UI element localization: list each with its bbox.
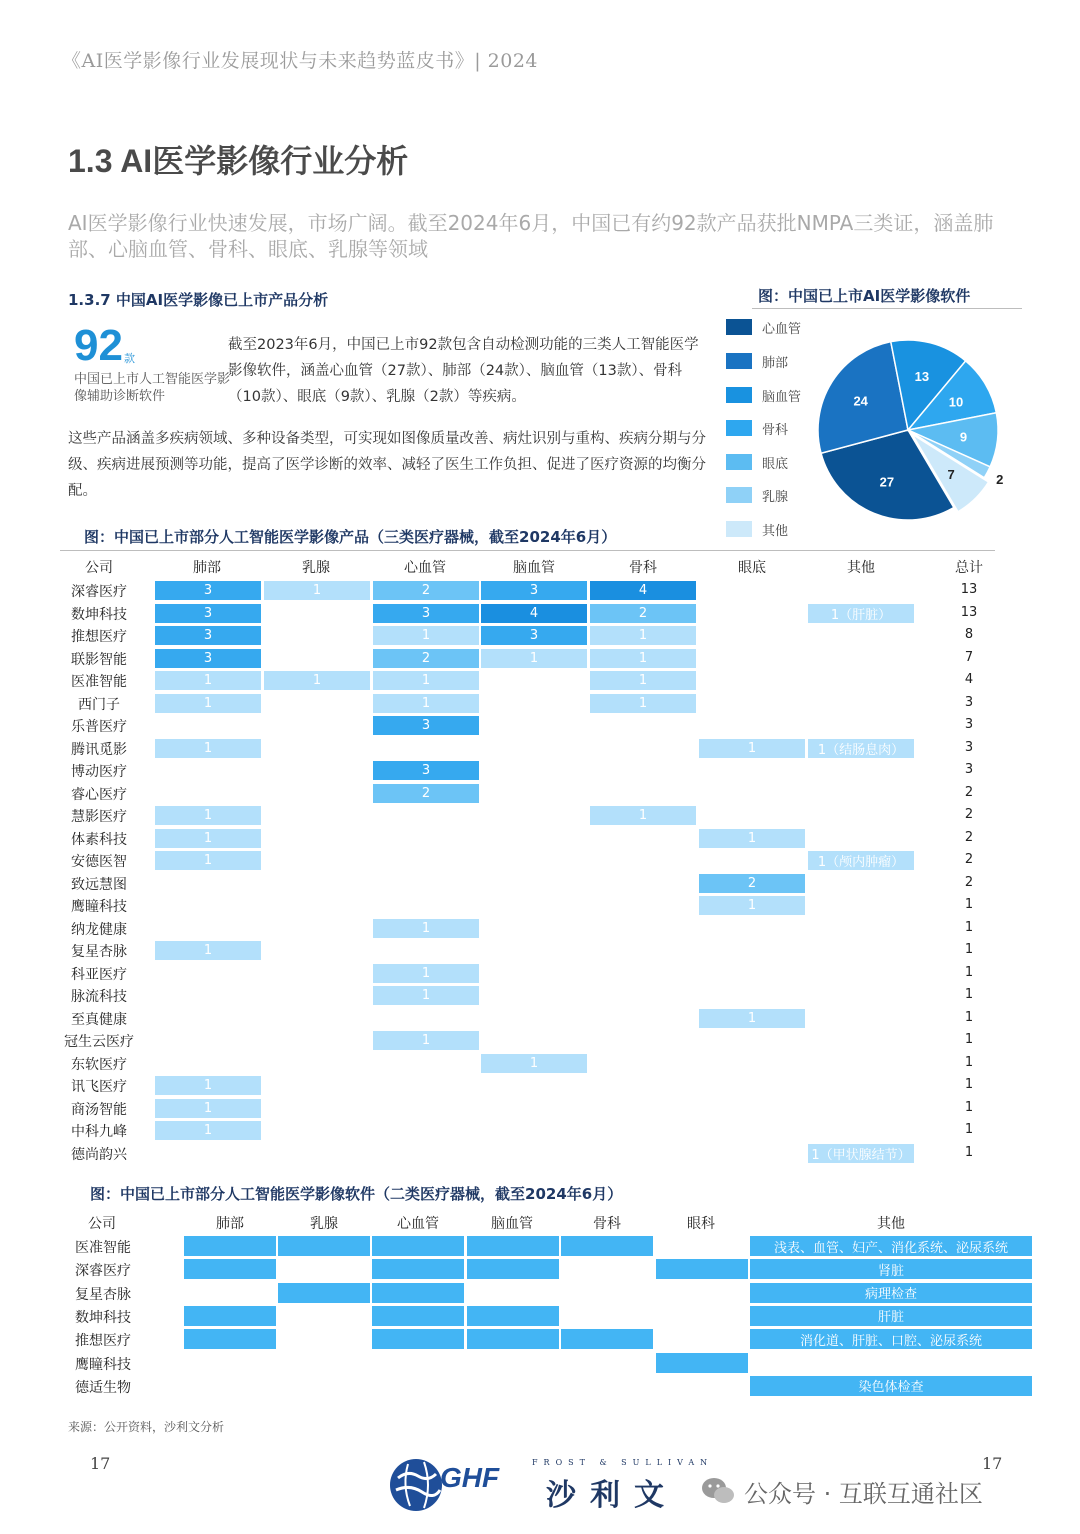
table1-company: 复星杏脉 bbox=[71, 944, 127, 960]
table1-company: 科亚医疗 bbox=[71, 966, 127, 983]
table1-total: 2 bbox=[964, 852, 974, 867]
analysis-paragraph-2: 这些产品涵盖多疾病领域、多种设备类型，可实现如图像质量改善、病灶识别与重构、疾病分期与分级、疾病进展预测等功能，提高了医学诊断的效率、减轻了医生工作负担、促进了医疗资源的均衡分配。 bbox=[68, 431, 706, 499]
table2-cell bbox=[561, 1329, 653, 1349]
table2-company: 医准智能 bbox=[75, 1240, 131, 1256]
table1-cell: 1 bbox=[155, 851, 261, 870]
table1-column-header: 肺部 bbox=[193, 560, 221, 576]
table1-cell: 1（甲状腺结节） bbox=[808, 1144, 914, 1163]
table1-total: 1 bbox=[964, 1032, 974, 1047]
table1-company: 鹰瞳科技 bbox=[71, 899, 127, 915]
table1-cell: 1（结肠息肉） bbox=[808, 739, 914, 758]
table1-company: 深睿医疗 bbox=[71, 584, 127, 600]
table1-company: 中科九峰 bbox=[71, 1124, 127, 1140]
table1-cell: 1 bbox=[590, 626, 696, 645]
table1-total: 3 bbox=[964, 762, 974, 777]
pie-slice-label: 10 bbox=[948, 394, 964, 410]
table1-cell: 3 bbox=[155, 626, 261, 645]
table1-company: 东软医疗 bbox=[71, 1056, 127, 1073]
table1-company: 睿心医疗 bbox=[71, 786, 127, 803]
page-number-left: 17 bbox=[90, 1454, 111, 1473]
wechat-icon bbox=[700, 1476, 736, 1506]
globe-logo-icon bbox=[388, 1456, 448, 1514]
table1-cell: 3 bbox=[155, 649, 261, 668]
table2-cell bbox=[372, 1329, 464, 1349]
table1-company: 腾讯觅影 bbox=[71, 741, 127, 758]
table2-company: 推想医疗 bbox=[75, 1333, 131, 1350]
table1-cell: 1（肝脏） bbox=[808, 604, 914, 623]
table2-column-header: 眼科 bbox=[687, 1216, 715, 1232]
table1-company: 致远慧图 bbox=[71, 876, 127, 893]
table1-total: 7 bbox=[964, 649, 974, 665]
table1-cell: 1 bbox=[373, 626, 479, 645]
table2-cell bbox=[467, 1236, 559, 1256]
table1-company: 商汤智能 bbox=[71, 1101, 127, 1118]
table1-cell: 3 bbox=[155, 581, 261, 600]
table1-column-header: 乳腺 bbox=[302, 560, 330, 576]
table1-total: 8 bbox=[964, 627, 974, 642]
pie-slice-label: 13 bbox=[914, 368, 930, 384]
legend-item bbox=[726, 419, 788, 437]
table1-cell: 1 bbox=[699, 896, 805, 915]
pie-title-rule bbox=[752, 308, 1022, 309]
table1-cell: 3 bbox=[481, 581, 587, 600]
ghf-logo-text: GHF bbox=[440, 1462, 500, 1493]
table2-cell bbox=[656, 1353, 748, 1373]
table1-column-header: 眼底 bbox=[738, 560, 766, 576]
table1-total: 3 bbox=[964, 739, 974, 755]
table1-cell: 1 bbox=[155, 694, 261, 713]
table1-total: 1 bbox=[964, 964, 974, 980]
table1-total: 1 bbox=[964, 1054, 974, 1070]
table2-other-cell: 肝脏 bbox=[750, 1306, 1032, 1326]
legend-item bbox=[726, 520, 788, 538]
table1-title-rule bbox=[60, 550, 995, 551]
table1-cell: 1 bbox=[699, 739, 805, 758]
table1-column-header: 骨科 bbox=[629, 560, 657, 576]
table1-company: 体素科技 bbox=[71, 831, 127, 848]
table1-company: 德尚韵兴 bbox=[71, 1146, 127, 1163]
table2-other-cell: 消化道、肝脏、口腔、泌尿系统 bbox=[750, 1329, 1032, 1349]
table1-cell: 1 bbox=[481, 649, 587, 668]
table2-column-header: 公司 bbox=[88, 1216, 116, 1232]
table1-cell: 1 bbox=[373, 964, 479, 983]
legend-item bbox=[726, 453, 788, 471]
table1-column-header: 总计 bbox=[955, 560, 983, 576]
table2-other-cell: 染色体检查 bbox=[750, 1376, 1032, 1396]
watermark-text: 公众号 · 互联互通社区 bbox=[744, 1480, 983, 1508]
pie-chart bbox=[812, 330, 1022, 530]
table1-cell: 3 bbox=[373, 604, 479, 623]
table2-cell bbox=[467, 1259, 559, 1279]
legend-item bbox=[726, 352, 788, 370]
table1-company: 至真健康 bbox=[71, 1011, 127, 1028]
table2-company: 复星杏脉 bbox=[75, 1286, 131, 1303]
table1-column-header: 公司 bbox=[85, 560, 113, 576]
table2-column-header: 骨科 bbox=[593, 1216, 621, 1232]
table2-title: 图：中国已上市部分人工智能医学影像软件（二类医疗器械，截至2024年6月） bbox=[90, 1185, 623, 1203]
table1-total: 13 bbox=[960, 582, 978, 597]
table2-cell bbox=[372, 1236, 464, 1256]
table2-cell bbox=[656, 1259, 748, 1279]
pie-slice-label: 24 bbox=[853, 393, 868, 409]
table2-column-header: 脑血管 bbox=[491, 1216, 533, 1232]
table1-company: 博动医疗 bbox=[71, 764, 127, 780]
section-title: 1.3 AI医学影像行业分析 bbox=[68, 143, 409, 179]
legend-label: 乳腺 bbox=[762, 489, 789, 505]
legend-label: 其他 bbox=[762, 523, 789, 539]
table1-cell: 1 bbox=[373, 671, 479, 690]
table1-total: 1 bbox=[964, 1009, 974, 1025]
table1-cell: 3 bbox=[155, 604, 261, 623]
legend-label: 心血管 bbox=[762, 321, 802, 337]
table1-cell: 2 bbox=[373, 581, 479, 600]
legend-item bbox=[726, 318, 801, 336]
analysis-paragraph-1: 截至2023年6月，中国已上市92款包含自动检测功能的三类人工智能医学影像软件，涵盖心血管（27款）、肺部（24款）、脑血管（13款）、骨科（10款）、眼底（9款）、乳腺（2款）等疾病。 bbox=[228, 337, 699, 405]
table1-cell: 2 bbox=[590, 604, 696, 623]
table1-company: 数坤科技 bbox=[71, 606, 127, 623]
table1-cell: 1 bbox=[373, 986, 479, 1005]
table2-cell bbox=[184, 1329, 276, 1349]
big-number-caption: 中国已上市人工智能医学影像辅助诊断软件 bbox=[74, 372, 231, 404]
table1-cell: 2 bbox=[699, 874, 805, 893]
table1-total: 3 bbox=[964, 694, 974, 710]
table2-cell bbox=[372, 1283, 464, 1303]
table1-company: 脉流科技 bbox=[71, 989, 127, 1005]
table1-cell: 1 bbox=[155, 829, 261, 848]
table1-total: 2 bbox=[964, 784, 974, 800]
table1-company: 冠生云医疗 bbox=[64, 1034, 134, 1050]
table1-company: 推想医疗 bbox=[71, 629, 127, 645]
table1-total: 1 bbox=[964, 1099, 974, 1115]
table1-cell: 1 bbox=[590, 806, 696, 825]
table1-company: 慧影医疗 bbox=[71, 809, 127, 825]
legend-item bbox=[726, 386, 801, 404]
table1-total: 1 bbox=[964, 919, 974, 935]
table1-total: 1 bbox=[964, 942, 974, 957]
table1-total: 1 bbox=[964, 987, 974, 1002]
table1-cell: 4 bbox=[481, 604, 587, 623]
table1-cell: 1 bbox=[155, 941, 261, 960]
section-subtitle: AI医学影像行业快速发展，市场广阔。截至2024年6月，中国已有约92款产品获批NMPA三类证，涵盖肺部、心脑血管、骨科、眼底、乳腺等领域 bbox=[68, 211, 994, 261]
table1-column-header: 心血管 bbox=[404, 560, 446, 576]
table1-cell: 1 bbox=[590, 694, 696, 713]
table1-column-header: 其他 bbox=[847, 560, 875, 576]
pie-slice-label: 27 bbox=[879, 474, 895, 490]
table1-total: 2 bbox=[964, 829, 974, 845]
table1-total: 3 bbox=[964, 717, 974, 732]
table1-cell: 1 bbox=[373, 694, 479, 713]
legend-swatch bbox=[726, 387, 752, 403]
table2-other-cell: 肾脏 bbox=[750, 1259, 1032, 1279]
table2-column-header: 心血管 bbox=[397, 1216, 439, 1232]
table1-cell: 1 bbox=[155, 739, 261, 758]
big-number-unit: 款 bbox=[124, 352, 135, 365]
table1-total: 4 bbox=[964, 672, 974, 687]
table1-cell: 1 bbox=[481, 1054, 587, 1073]
table1-cell: 3 bbox=[373, 716, 479, 735]
big-number: 92 bbox=[74, 321, 123, 370]
table1-company: 乐普医疗 bbox=[71, 719, 127, 735]
table2-cell bbox=[278, 1283, 370, 1303]
legend-label: 骨科 bbox=[762, 422, 789, 438]
legend-label: 眼底 bbox=[762, 456, 789, 472]
page-number-right: 17 bbox=[982, 1454, 1003, 1473]
table2-cell bbox=[184, 1259, 276, 1279]
running-header: 《AI医学影像行业发展现状与未来趋势蓝皮书》| 2024 bbox=[62, 50, 539, 72]
table2-company: 德适生物 bbox=[75, 1379, 131, 1396]
sullivan-logo-text: 沙利文 bbox=[546, 1478, 678, 1513]
legend-swatch bbox=[726, 454, 752, 470]
legend-swatch bbox=[726, 521, 752, 537]
table1-cell: 1 bbox=[155, 1076, 261, 1095]
analysis-heading: 1.3.7 中国AI医学影像已上市产品分析 bbox=[68, 291, 329, 309]
pie-slice-label: 2 bbox=[996, 471, 1004, 487]
table1-company: 联影智能 bbox=[71, 651, 127, 668]
table2-cell bbox=[278, 1236, 370, 1256]
table1-cell: 1 bbox=[373, 919, 479, 938]
table1-company: 医准智能 bbox=[71, 674, 127, 690]
table1-cell: 1 bbox=[155, 1099, 261, 1118]
table1-cell: 1 bbox=[155, 1121, 261, 1140]
table1-company: 安德医智 bbox=[71, 854, 127, 870]
table1-cell: 1 bbox=[264, 581, 370, 600]
table2-column-header: 其他 bbox=[877, 1216, 905, 1232]
table1-company: 西门子 bbox=[78, 696, 120, 713]
table1-cell: 1 bbox=[155, 671, 261, 690]
legend-swatch bbox=[726, 487, 752, 503]
table1-title: 图：中国已上市部分人工智能医学影像产品（三类医疗器械，截至2024年6月） bbox=[84, 528, 617, 546]
table1-total: 1 bbox=[964, 897, 974, 912]
table2-cell bbox=[372, 1306, 464, 1326]
table2-cell bbox=[467, 1306, 559, 1326]
table2-company: 数坤科技 bbox=[75, 1309, 131, 1326]
pie-slice-label: 7 bbox=[947, 467, 955, 483]
table2-other-cell: 浅表、血管、妇产、消化系统、泌尿系统 bbox=[750, 1236, 1032, 1256]
table1-cell: 1 bbox=[590, 671, 696, 690]
table1-cell: 3 bbox=[373, 761, 479, 780]
table1-company: 讯飞医疗 bbox=[71, 1079, 127, 1095]
table2-cell bbox=[372, 1259, 464, 1279]
table1-cell: 4 bbox=[590, 581, 696, 600]
table2-company: 鹰瞳科技 bbox=[75, 1356, 131, 1373]
table1-cell: 1 bbox=[264, 671, 370, 690]
table1-total: 2 bbox=[964, 807, 974, 822]
legend-swatch bbox=[726, 420, 752, 436]
table1-total: 1 bbox=[964, 1144, 974, 1160]
table1-cell: 2 bbox=[373, 649, 479, 668]
table1-column-header: 脑血管 bbox=[513, 560, 555, 576]
legend-label: 肺部 bbox=[762, 355, 789, 371]
table1-cell: 1 bbox=[699, 1009, 805, 1028]
table1-total: 13 bbox=[960, 604, 978, 620]
table1-cell: 1 bbox=[373, 1031, 479, 1050]
table1-total: 1 bbox=[964, 1077, 974, 1092]
table1-cell: 3 bbox=[481, 626, 587, 645]
table2-cell bbox=[184, 1236, 276, 1256]
table1-total: 1 bbox=[964, 1122, 974, 1137]
table1-cell: 1 bbox=[590, 649, 696, 668]
legend-swatch bbox=[726, 353, 752, 369]
frost-sullivan-text: FROST & SULLIVAN bbox=[532, 1458, 714, 1467]
table1-cell: 2 bbox=[373, 784, 479, 803]
table1-total: 2 bbox=[964, 874, 974, 890]
pie-chart-title: 图：中国已上市AI医学影像软件 bbox=[758, 287, 971, 305]
source-note: 来源：公开资料，沙利文分析 bbox=[68, 1420, 225, 1434]
table2-cell bbox=[561, 1236, 653, 1256]
table1-company: 纳龙健康 bbox=[71, 921, 127, 938]
table2-column-header: 肺部 bbox=[216, 1216, 244, 1232]
legend-label: 脑血管 bbox=[762, 389, 802, 405]
table2-company: 深睿医疗 bbox=[75, 1263, 131, 1280]
legend-item bbox=[726, 486, 788, 504]
table2-other-cell: 病理检查 bbox=[750, 1283, 1032, 1303]
table1-cell: 1 bbox=[155, 806, 261, 825]
legend-swatch bbox=[726, 319, 752, 335]
table2-cell bbox=[467, 1329, 559, 1349]
table2-column-header: 乳腺 bbox=[310, 1216, 338, 1232]
table1-cell: 1 bbox=[699, 829, 805, 848]
table2-cell bbox=[184, 1306, 276, 1326]
table1-cell: 1（颅内肿瘤） bbox=[808, 851, 914, 870]
pie-slice-label: 9 bbox=[959, 429, 968, 445]
